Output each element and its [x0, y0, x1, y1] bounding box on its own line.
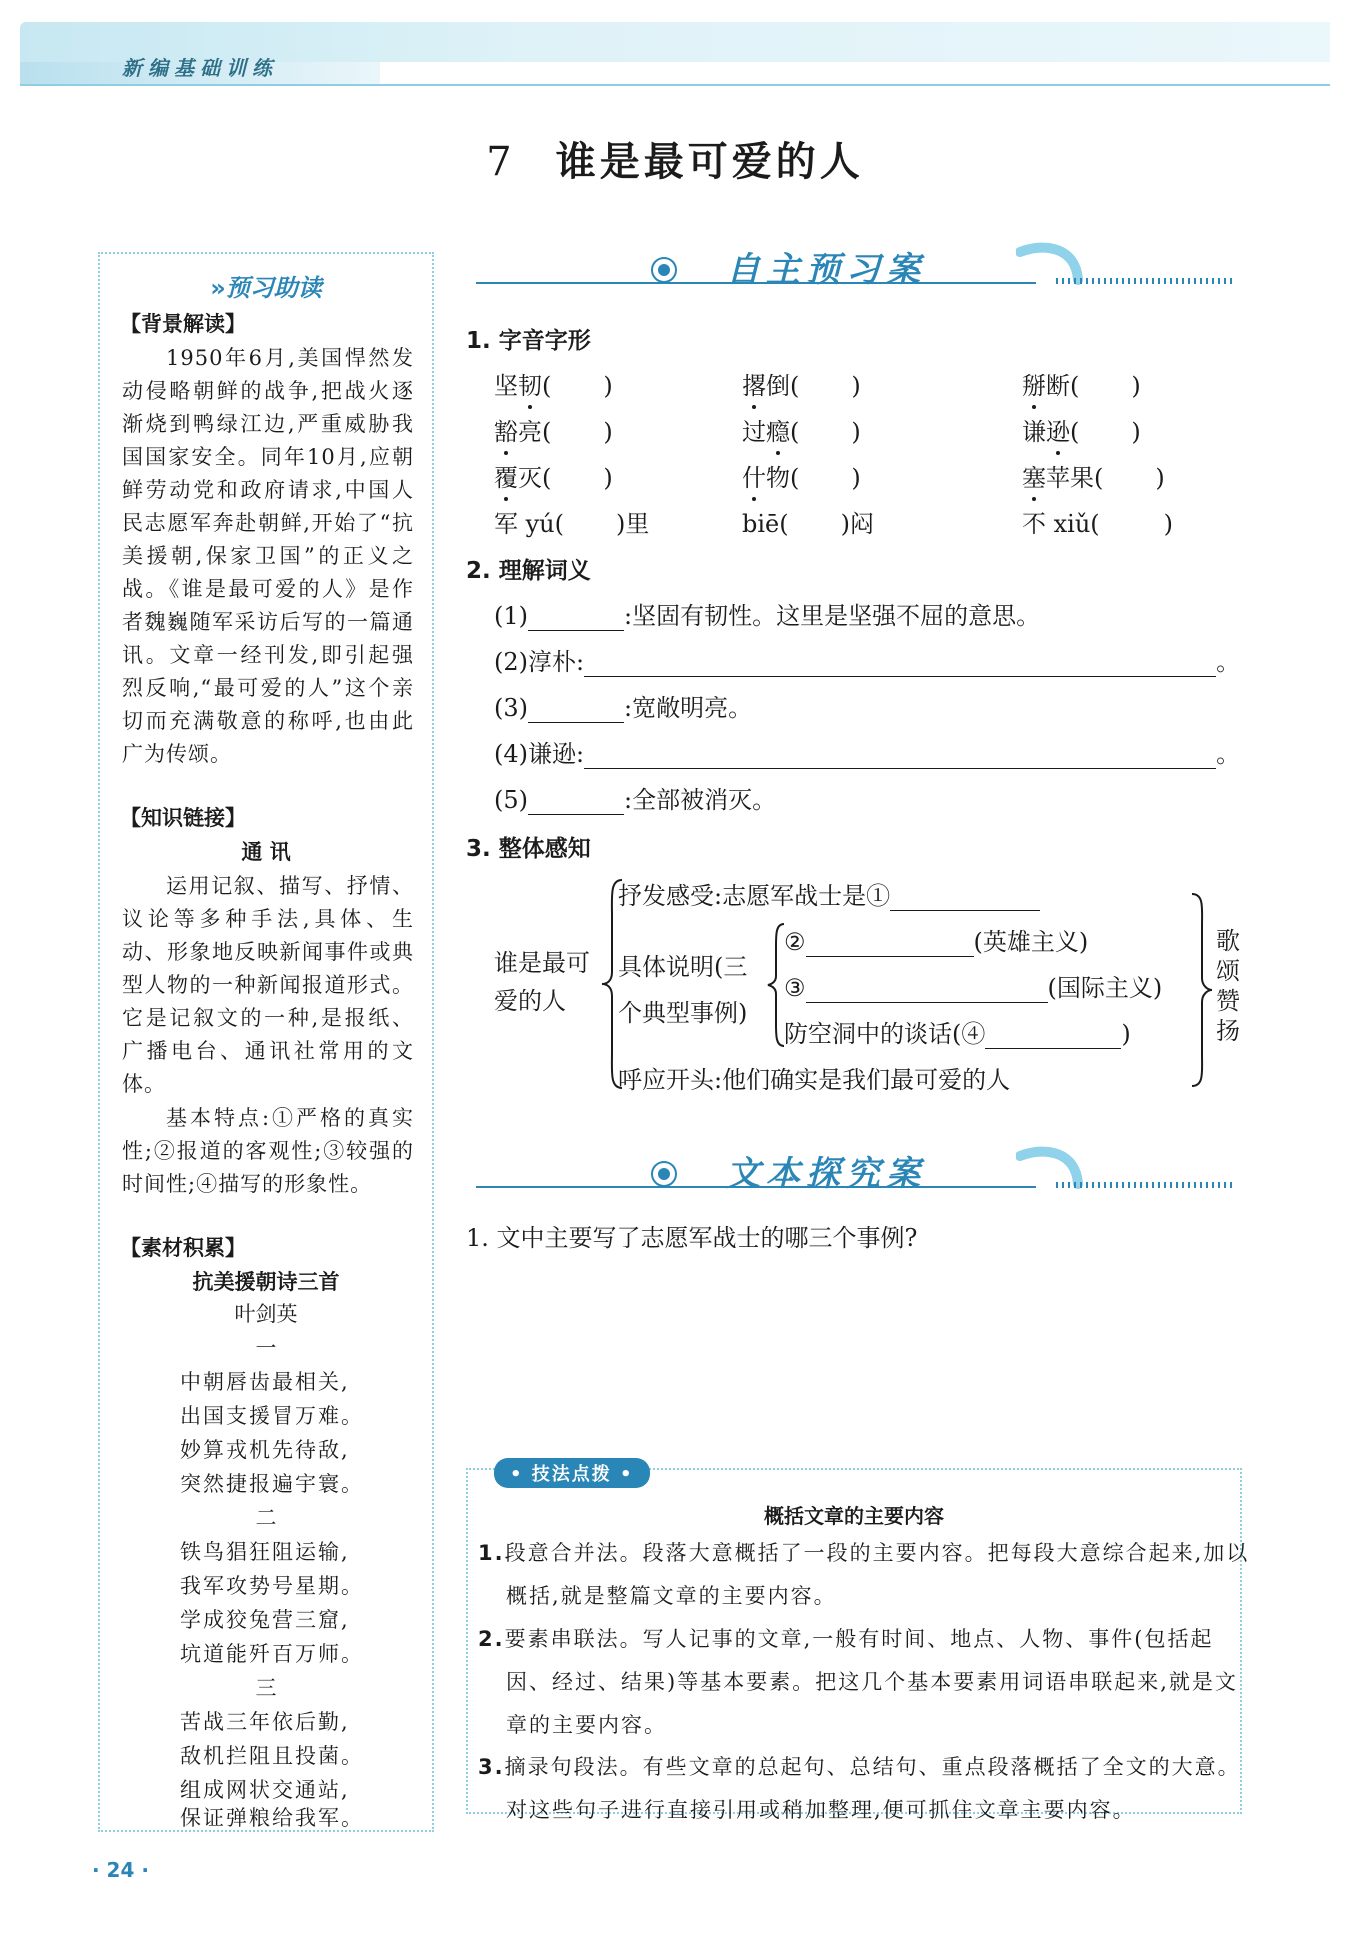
tip-badge: • 技法点拨 • [494, 1458, 650, 1488]
answer-blank[interactable] [528, 814, 624, 815]
lesson-number: 7 [486, 139, 516, 185]
q3-heading: 3. 整体感知 [466, 836, 591, 862]
knowledge-title: 通 讯 [241, 840, 291, 864]
word-item: 撂倒( ) [742, 372, 861, 400]
diagram-conclusion: 歌 颂 赞 扬 [1216, 927, 1240, 1045]
pinyin-item: 不 xiǔ( ) [1022, 510, 1174, 538]
poem-author: 叶剑英 [234, 1302, 298, 1326]
banner-dots [1056, 1182, 1236, 1188]
poem-line: 组成网状交通站, [180, 1778, 350, 1802]
background-heading: 【背景解读】 [120, 312, 246, 336]
background-text: 1950年6月,美国悍然发动侵略朝鲜的战争,把战火逐渐烧到鸭绿江边,严重威胁我国国家安全。同年10月,应朝鲜劳动党和政府请求,中国人民志愿军奔赴朝鲜,开始了“抗美援朝,保家卫国”的正义之战。《谁是最可爱的人》是作者魏巍随军采访后写的一篇通讯。文章一经刊发,即引起强烈反响,“最可爱的人”这个亲切而充满敬意的称呼,也由此广为传颂。 [122, 346, 414, 766]
answer-blank[interactable] [985, 1048, 1121, 1049]
section-title: 文本探究案 [726, 1154, 926, 1194]
word-item: 塞苹果( ) [1022, 464, 1165, 492]
diagram-branch-1: 抒发感受:志愿军战士是① [618, 876, 1040, 911]
definition-item: (4)谦逊: 。 [494, 740, 1241, 768]
tip-item: 1.段意合并法。段落大意概括了一段的主要内容。把每段大意综合起来,加以概括,就是整篇文章的主要内容。 [478, 1541, 1250, 1608]
poem-number: 二 [255, 1506, 277, 1530]
poem-number: 一 [255, 1336, 277, 1360]
diagram-case-1: ② (英雄主义) [784, 928, 1089, 956]
target-icon [650, 256, 678, 284]
poem-line: 出国支援冒万难。 [180, 1404, 364, 1428]
tip-item: 2.要素串联法。写人记事的文章,一般有时间、地点、人物、事件(包括起因、经过、结果)等基本要素。把这几个基本要素用词语串联起来,就是文章的主要内容。 [478, 1627, 1238, 1737]
answer-blank[interactable] [806, 956, 974, 957]
poem-line: 中朝唇齿最相关, [180, 1370, 350, 1394]
section-title: 自主预习案 [726, 250, 926, 290]
poem-line: 苦战三年依后勤, [180, 1710, 350, 1734]
diagram-branch-3: 呼应开头:他们确实是我们最可爱的人 [618, 1066, 1011, 1094]
lesson-title [0, 130, 1350, 187]
poem-line: 学成狡兔营三窟, [180, 1608, 350, 1632]
pinyin-item: 军 yú( )里 [494, 510, 650, 538]
target-icon [650, 1160, 678, 1188]
diagram-case-3: 防空洞中的谈话(④ ) [784, 1020, 1131, 1048]
page-number: · 24 · [92, 1858, 149, 1882]
section-banner-inquiry [476, 1140, 1236, 1196]
poem-line: 坑道能歼百万师。 [180, 1642, 364, 1666]
word-item: 豁亮( ) [494, 418, 613, 446]
word-item: 什物( ) [742, 464, 861, 492]
definition-item: (3) :宽敞明亮。 [494, 694, 753, 722]
diagram-branch-2: 具体说明(三 个典型事例) [618, 953, 748, 1027]
answer-blank[interactable] [528, 630, 624, 631]
answer-blank[interactable] [584, 676, 1216, 677]
poem-line: 妙算戎机先待敌, [180, 1438, 350, 1462]
right-brace-icon [1188, 890, 1214, 1090]
poem-line: 铁鸟猖狂阻运输, [180, 1540, 350, 1564]
header-rule [20, 84, 1330, 86]
tip-title: 概括文章的主要内容 [764, 1504, 944, 1528]
material-heading: 【素材积累】 [120, 1236, 246, 1260]
q2-heading: 2. 理解词义 [466, 558, 591, 584]
diagram-case-2: ③ (国际主义) [784, 974, 1163, 1002]
poem-line: 突然捷报遍宇寰。 [180, 1472, 364, 1496]
poem-number: 三 [255, 1676, 277, 1700]
word-item: 坚韧( ) [494, 372, 613, 400]
definition-item: (5) :全部被消灭。 [494, 786, 777, 814]
word-item: 过瘾( ) [742, 418, 861, 446]
definition-item: (2)淳朴: 。 [494, 648, 1241, 676]
word-item: 谦逊( ) [1022, 418, 1141, 446]
word-item: 覆灭( ) [494, 464, 613, 492]
preview-sidebar [98, 252, 434, 1832]
answer-area[interactable] [494, 1262, 1234, 1432]
q1-heading: 1. 字音字形 [466, 328, 591, 354]
banner-dots [1056, 278, 1236, 284]
tip-item: 3.摘录句段法。有些文章的总起句、总结句、重点段落概括了全文的大意。对这些句子进行直接引用或稍加整理,便可抓住文章主要内容。 [478, 1755, 1241, 1822]
inquiry-question-1: 1. 文中主要写了志愿军战士的哪三个事例? [466, 1224, 918, 1252]
word-item: 掰断( ) [1022, 372, 1141, 400]
diagram-root: 谁是最可 爱的人 [494, 949, 590, 1015]
knowledge-text: 运用记叙、描写、抒情、议论等多种手法,具体、生动、形象地反映新闻事件或典型人物的一种新闻报道形式。它是记叙文的一种,是报纸、广播电台、通讯社常用的文体。 [122, 874, 414, 1096]
section-banner-preview [476, 236, 1236, 292]
series-title: 新编基础训练 [122, 56, 278, 80]
knowledge-heading: 【知识链接】 [120, 806, 246, 830]
poem-title: 抗美援朝诗三首 [192, 1270, 340, 1294]
lesson-title-text: 谁是最可爱的人 [555, 138, 864, 185]
double-chevron-icon: » [210, 274, 226, 302]
pinyin-item: biē( )闷 [742, 510, 874, 538]
answer-blank[interactable] [890, 910, 1040, 911]
answer-blank[interactable] [806, 1002, 1048, 1003]
poem-line: 我军攻势号星期。 [180, 1574, 364, 1598]
answer-blank[interactable] [528, 722, 624, 723]
definition-item: (1) :坚固有韧性。这里是坚强不屈的意思。 [494, 602, 1041, 630]
answer-blank[interactable] [584, 768, 1216, 769]
poem-line: 敌机拦阻且投菌。 [180, 1744, 364, 1768]
sidebar-title: »预习助读 [210, 274, 322, 302]
poem-line: 保证弹粮给我军。 [180, 1806, 364, 1830]
features-text: 基本特点:①严格的真实性;②报道的客观性;③较强的时间性;④描写的形象性。 [122, 1106, 414, 1196]
